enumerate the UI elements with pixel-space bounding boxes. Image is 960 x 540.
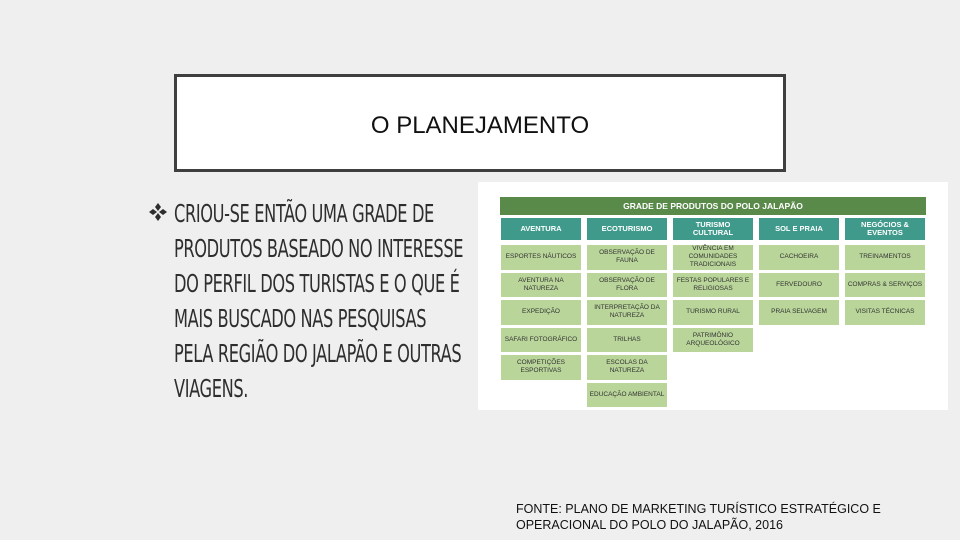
slide-title: O PLANEJAMENTO xyxy=(370,112,590,139)
grid-cell: COMPRAS & SERVIÇOS xyxy=(844,272,926,299)
grid-column-head: ECOTURISMO xyxy=(586,217,668,241)
grid-column-head: SOL E PRAIA xyxy=(758,217,840,241)
grid-cell: VISITAS TÉCNICAS xyxy=(844,299,926,326)
grid-cell: PRAIA SELVAGEM xyxy=(758,299,840,326)
bullet-text: CRIOU-SE ENTÃO UMA GRADE DE PRODUTOS BASEADO NO INTERESSE DO PERFIL DOS TURISTAS E O QUE É MAIS BUSCADO NAS PESQUISAS PELA REGIÃO DO JALAPÃO E OUTRAS VIAGENS. xyxy=(174,199,464,403)
grid-cell: FESTAS POPULARES E RELIGIOSAS xyxy=(672,272,754,299)
grid-cell: TRILHAS xyxy=(586,327,668,354)
grid-cell: COMPETIÇÕES ESPORTIVAS xyxy=(500,354,582,381)
title-box xyxy=(174,74,786,172)
product-grid-image xyxy=(478,182,948,410)
grid-column-head: AVENTURA xyxy=(500,217,582,241)
grid-cell: ESPORTES NÁUTICOS xyxy=(500,244,582,271)
grid-cell: OBSERVAÇÃO DE FAUNA xyxy=(586,244,668,271)
grid-cell: INTERPRETAÇÃO DA NATUREZA xyxy=(586,299,668,326)
grid-cell: EDUCAÇÃO AMBIENTAL xyxy=(586,382,668,409)
grid-column-head: TURISMO CULTURAL xyxy=(672,217,754,241)
grid-cell: FERVEDOURO xyxy=(758,272,840,299)
source-line-2: OPERACIONAL DO POLO DO JALAPÃO, 2016 xyxy=(516,518,783,532)
grid-column-head: NEGÓCIOS & EVENTOS xyxy=(844,217,926,241)
grid-title: GRADE DE PRODUTOS DO POLO JALAPÃO xyxy=(500,197,926,215)
grid-cell: VIVÊNCIA EM COMUNIDADES TRADICIONAIS xyxy=(672,244,754,271)
grid-cell: TURISMO RURAL xyxy=(672,299,754,326)
grid-cell: OBSERVAÇÃO DE FLORA xyxy=(586,272,668,299)
grid-cell: PATRIMÔNIO ARQUEOLÓGICO xyxy=(672,327,754,354)
source-caption xyxy=(516,501,936,533)
grid-cell: AVENTURA NA NATUREZA xyxy=(500,272,582,299)
diamond-bullet-icon xyxy=(148,202,168,222)
grid-cell: ESCOLAS DA NATUREZA xyxy=(586,354,668,381)
grid-cell: CACHOEIRA xyxy=(758,244,840,271)
source-line-1: FONTE: PLANO DE MARKETING TURÍSTICO ESTRATÉGICO E xyxy=(516,502,881,516)
grid-cell: EXPEDIÇÃO xyxy=(500,299,582,326)
grid-cell: SAFARI FOTOGRÁFICO xyxy=(500,327,582,354)
grid-cell: TREINAMENTOS xyxy=(844,244,926,271)
